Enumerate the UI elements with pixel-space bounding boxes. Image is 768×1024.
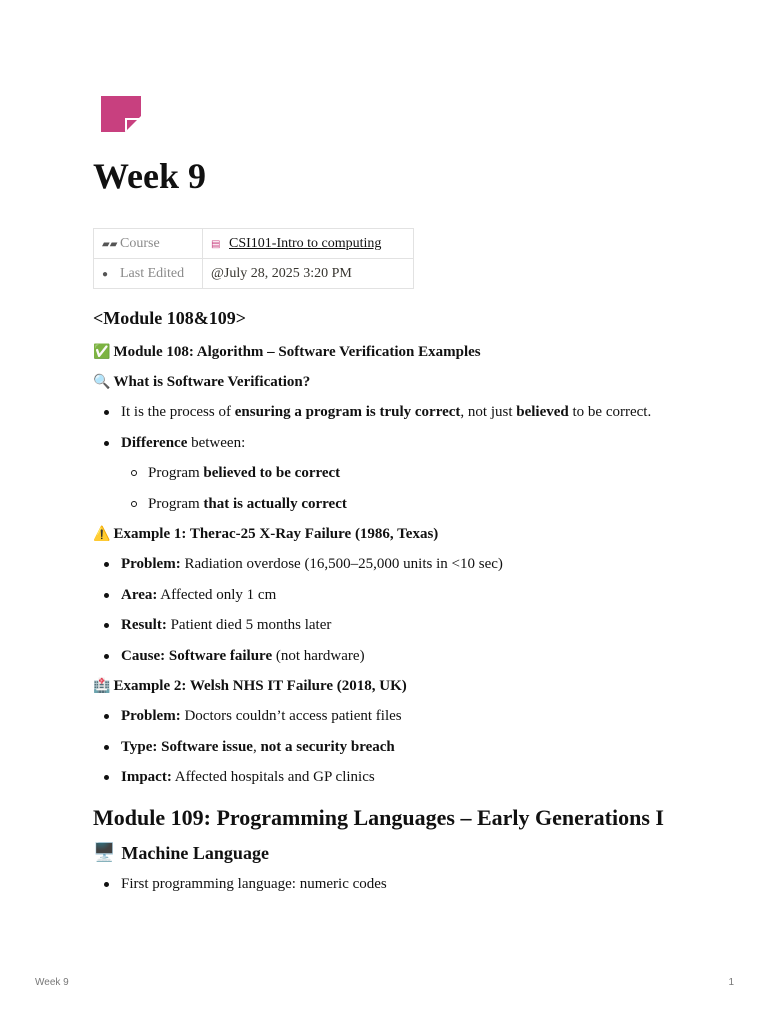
bold-text: Result: <box>121 617 167 634</box>
example-2-list <box>93 701 683 793</box>
list-item <box>93 732 683 763</box>
property-key-label: Last Edited <box>120 265 185 281</box>
list-item <box>93 549 683 580</box>
machine-language-list <box>93 869 683 900</box>
module-108-heading <box>93 337 683 367</box>
text: Affected hospitals and GP clinics <box>171 769 375 786</box>
bold-text: Impact: <box>121 769 172 786</box>
bold-text: not a security breach <box>260 738 395 755</box>
bold-text: ensuring a program is truly correct <box>234 404 461 421</box>
text: First programming language: numeric codes <box>121 875 387 892</box>
property-row-last-edited <box>94 259 414 289</box>
book-icon: ▰▰ <box>102 238 118 250</box>
verification-list <box>93 397 683 519</box>
footer-page-number: 1 <box>728 977 734 988</box>
list-item <box>93 869 683 900</box>
course-link[interactable]: CSI101-Intro to computing <box>229 235 382 251</box>
property-key-label: Course <box>120 235 160 251</box>
text: to be correct. <box>568 404 652 421</box>
bold-text: Type: <box>121 738 158 755</box>
sub-list-item <box>93 458 683 489</box>
text: Radiation overdose (16,500–25,000 units in <10 sec) <box>180 556 503 573</box>
list-item <box>93 428 683 459</box>
text: , <box>252 738 261 755</box>
sub-list-item <box>93 489 683 520</box>
text: (not hardware) <box>272 647 365 664</box>
warning-icon: ⚠️ <box>93 526 111 542</box>
sticky-note-icon <box>101 96 141 132</box>
heading-text: Module 108: Algorithm – Software Verification Examples <box>113 344 481 360</box>
example-1-heading <box>93 519 683 549</box>
bold-text: believed to be correct <box>203 465 341 482</box>
text: Affected only 1 cm <box>157 586 277 603</box>
list-item <box>93 580 683 611</box>
module-109-heading: Module 109: Programming Languages – Early Generations I <box>93 804 664 830</box>
desktop-computer-icon: 🖥️ <box>93 841 116 863</box>
magnifier-icon: 🔍 <box>93 374 111 390</box>
text: Program <box>148 465 204 482</box>
notebook-icon: ▤ <box>211 238 221 250</box>
list-item <box>93 762 683 793</box>
verification-heading <box>93 367 683 397</box>
footer-page-title: Week 9 <box>35 977 69 988</box>
properties-table <box>93 228 414 289</box>
property-row-course <box>94 229 414 259</box>
example-2-heading <box>93 671 683 701</box>
page-content <box>93 300 683 899</box>
property-key <box>94 229 203 259</box>
bold-text: believed <box>516 404 569 421</box>
bold-text: Problem: <box>121 556 181 573</box>
bold-text: Software failure <box>165 647 273 664</box>
hospital-icon: 🏥 <box>93 678 111 694</box>
bold-text: Problem: <box>121 708 181 725</box>
text: Doctors couldn’t access patient files <box>180 708 402 725</box>
text: between: <box>187 434 246 451</box>
section-heading: <Module 108&109> <box>93 308 247 328</box>
heading-text: What is Software Verification? <box>113 374 311 390</box>
list-item <box>93 610 683 641</box>
bold-text: that is actually correct <box>203 495 347 512</box>
example-1-list <box>93 549 683 671</box>
text: Patient died 5 months later <box>166 617 332 634</box>
page-title: Week 9 <box>93 156 206 196</box>
text: , not just <box>460 404 517 421</box>
heading-text: Example 1: Therac-25 X-Ray Failure (1986, Texas) <box>113 526 439 542</box>
text: Program <box>148 495 204 512</box>
check-mark-icon: ✅ <box>93 344 111 360</box>
machine-language-heading <box>93 841 683 865</box>
heading-text: Example 2: Welsh NHS IT Failure (2018, UK) <box>113 678 407 694</box>
list-item <box>93 641 683 672</box>
bold-text: Software issue <box>157 738 253 755</box>
property-key <box>94 259 203 289</box>
text: It is the process of <box>121 404 235 421</box>
bold-text: Area: <box>121 586 158 603</box>
list-item <box>93 701 683 732</box>
bold-text: Difference <box>121 434 188 451</box>
property-value[interactable] <box>203 229 414 259</box>
heading-text: Machine Language <box>121 842 269 863</box>
property-value: @July 28, 2025 3:20 PM <box>203 259 414 289</box>
clock-icon: ● <box>102 268 109 280</box>
bold-text: Cause: <box>121 647 166 664</box>
list-item <box>93 397 683 428</box>
